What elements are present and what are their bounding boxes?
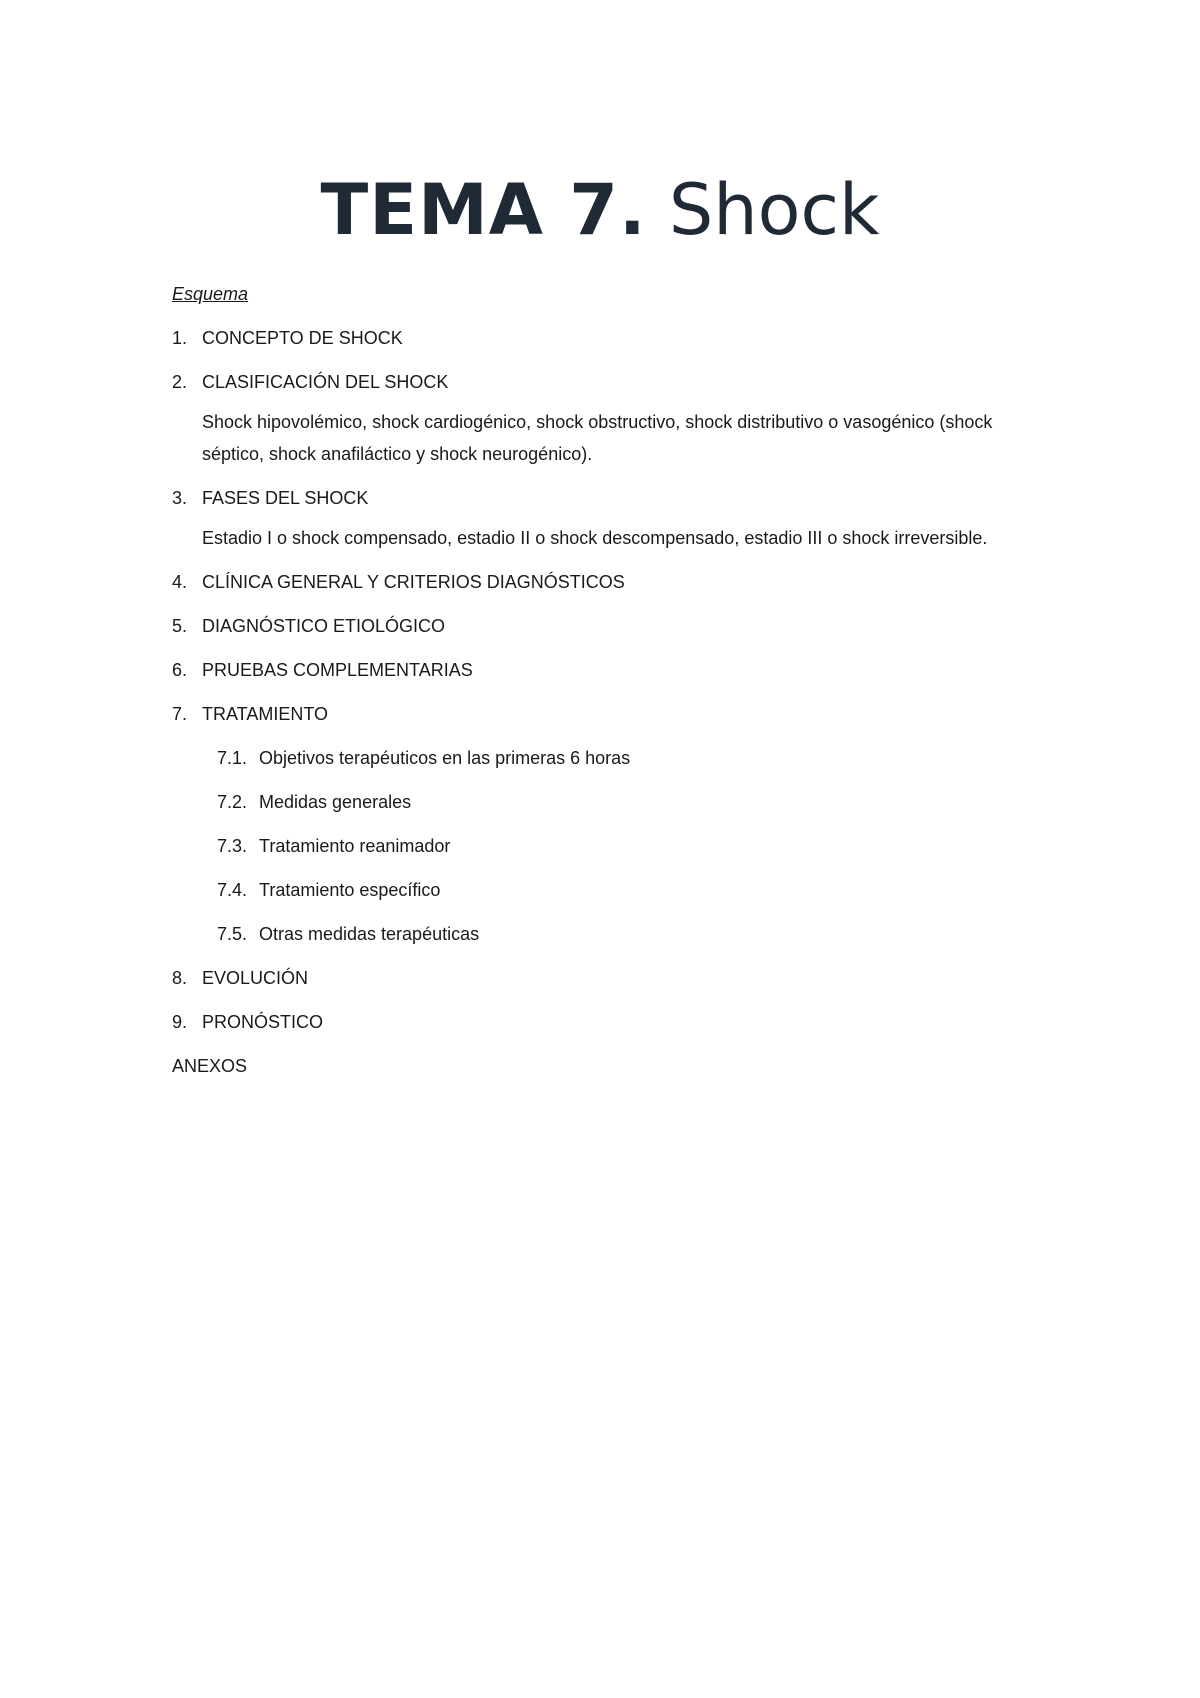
item-label: PRONÓSTICO [202,1012,324,1032]
item-number: 8. [172,968,188,988]
subitem-label: Objetivos terapéuticos en las primeras 6 horas [259,748,631,768]
outline-item-4 [172,566,1052,598]
subitem-label: Tratamiento específico [259,880,441,900]
item-description: Estadio I o shock compensado, estadio II o shock descompensado, estadio III o shock irreversible. [202,528,988,548]
item-label: DIAGNÓSTICO ETIOLÓGICO [202,616,446,636]
item-label: FASES DEL SHOCK [202,488,369,508]
item-number: 1. [172,328,188,348]
annex-label: ANEXOS [172,1056,248,1076]
item-description: Shock hipovolémico, shock cardiogénico, shock obstructivo, shock distributivo o vasogénico (shock séptico, shock anafiláctico y shock neurogénico). [202,412,993,464]
item-number: 6. [172,660,188,680]
outline-subitem-7-3 [217,830,1052,862]
item-number: 7. [172,704,188,724]
item-label: CONCEPTO DE SHOCK [202,328,403,348]
item-label: CLASIFICACIÓN DEL SHOCK [202,372,449,392]
item-label: CLÍNICA GENERAL Y CRITERIOS DIAGNÓSTICOS [202,572,625,592]
subitem-number: 7.3. [217,836,248,856]
outline-item-6 [172,654,1052,686]
subitem-label: Tratamiento reanimador [259,836,451,856]
item-number: 5. [172,616,188,636]
item-number: 2. [172,372,188,392]
item-number: 3. [172,488,188,508]
outline-subitem-7-5 [217,918,1052,950]
outline-item-9 [172,1006,1052,1038]
outline-item-8 [172,962,1052,994]
outline-subitem-7-2 [217,786,1052,818]
outline-item-1 [172,322,1052,354]
outline-item-5 [172,610,1052,642]
title-topic: Shock [668,169,880,251]
outline-subitem-7-4 [217,874,1052,906]
subitem-label: Otras medidas terapéuticas [259,924,480,944]
item-label: PRUEBAS COMPLEMENTARIAS [202,660,473,680]
item-number: 4. [172,572,188,592]
page-title [0,170,1200,250]
item-label: TRATAMIENTO [202,704,328,724]
subitem-number: 7.1. [217,748,248,768]
outline-item-7 [172,698,1052,730]
outline-item-2 [172,366,1052,398]
outline-heading: Esquema [172,284,249,304]
item-number: 9. [172,1012,188,1032]
subitem-number: 7.2. [217,792,248,812]
title-number: TEMA 7. [320,169,647,251]
item-label: EVOLUCIÓN [202,968,309,988]
outline-item-3 [172,482,1052,514]
subitem-label: Medidas generales [259,792,412,812]
outline-subitem-7-1 [217,742,1052,774]
subitem-number: 7.4. [217,880,248,900]
outline [172,278,1052,1082]
subitem-number: 7.5. [217,924,248,944]
